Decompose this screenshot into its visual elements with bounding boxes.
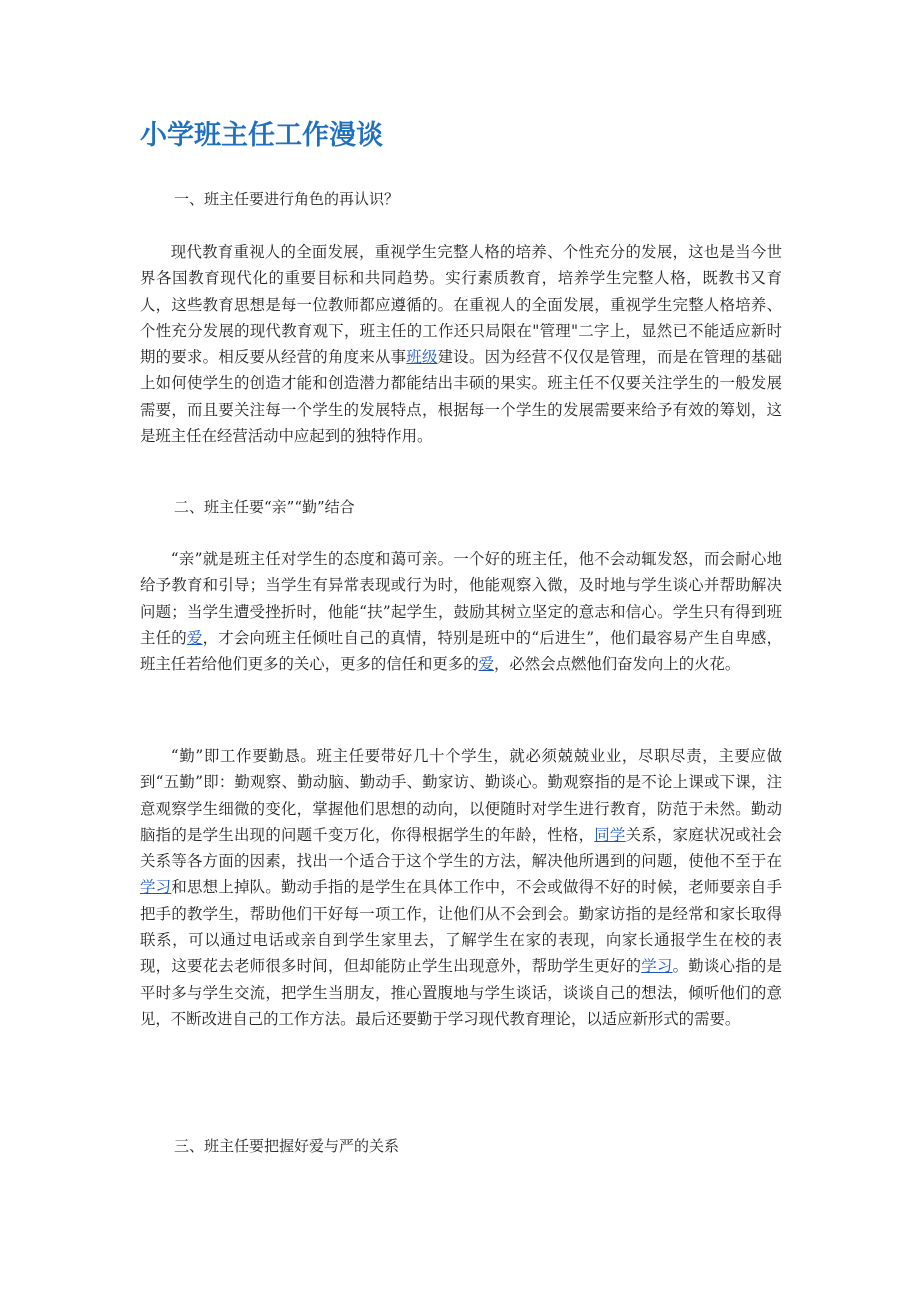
inline-link[interactable]: 班级 [406, 348, 438, 367]
inline-link[interactable]: 学习 [140, 878, 172, 897]
section-heading-2: 二、班主任要“亲”“勤”结合 [174, 498, 355, 516]
paragraph-text: 。勤谈心指的是平时多与学生交流，把学生当朋友，推心置腹地与学生谈话，谈谈自己的想法，倾听他们的意见，不断改进自己的工作方法。最后还要勤于学习现代教育理论，以适应新形式的需要。 [140, 957, 782, 1028]
paragraph-text: ，必然会点燃他们奋发向上的火花。 [494, 655, 741, 674]
section-1-paragraph-1 [140, 239, 782, 449]
section-2-paragraph-2 [140, 743, 782, 1032]
inline-link[interactable]: 同学 [594, 825, 626, 844]
paragraph-text: “勤”即工作要勤恳。班主任要带好几十个学生，就必须兢兢业业，尽职尽责，主要应做到“五勤”即：勤观察、勤动脑、勤动手、勤家访、勤谈心。勤观察指的是不论上课或下课，注意观察学生细微的变化，掌握他们思想的动向，以便随时对学生进行教育，防范于未然。勤动脑指的是学生出现的问题千变万化，你得根据学生的年龄，性格， [140, 747, 782, 844]
paragraph-text: 建设。因为经营不仅仅是管理，而是在管理的基础上如何使学生的创造才能和创造潜力都能结出丰硕的果实。班主任不仅要关注学生的一般发展需要，而且要关注每一个学生的发展特点，根据每一个学生的发展需要来给予有效的筹划，这是班主任在经营活动中应起到的独特作用。 [140, 348, 782, 446]
document-title: 小学班主任工作漫谈 [140, 120, 383, 151]
section-2-paragraph-1 [140, 546, 782, 677]
section-heading-1: 一、班主任要进行角色的再认识？ [174, 190, 400, 208]
inline-link[interactable]: 爱 [478, 655, 495, 674]
paragraph-text: 和思想上掉队。勤动手指的是学生在具体工作中，不会或做得不好的时候，老师要亲自手把手的教学生，帮助他们干好每一项工作，让他们从不会到会。勤家访指的是经常和家长取得联系，可以通过电话或亲自到学生家里去，了解学生在家的表现，向家长通报学生在校的表现，这要花去老师很多时间，但却能防止学生出现意外，帮助学生更好的 [140, 878, 782, 976]
inline-link[interactable]: 学习 [641, 957, 673, 976]
paragraph-text: ，才会向班主任倾吐自己的真情，特别是班中的“后进生”，他们最容易产生自卑感，班主任若给他们更多的关心，更多的信任和更多的 [140, 628, 782, 674]
inline-link[interactable]: 爱 [186, 628, 203, 647]
paragraph-text: 现代教育重视人的全面发展，重视学生完整人格的培养、个性充分的发展，这也是当今世界各国教育现代化的重要目标和共同趋势。实行素质教育，培养学生完整人格，既教书又育人，这些教育思想是每一位教师都应遵循的。在重视人的全面发展，重视学生完整人格培养、个性充分发展的现代教育观下，班主任的工作还只局限在"管理"二字上，显然已不能适应新时期的要求。相反要从经营的角度来从事 [140, 243, 782, 367]
paragraph-text: 关系，家庭状况或社会关系等各方面的因素，找出一个适合于这个学生的方法，解决他所遇到的问题，使他不至于在 [140, 825, 782, 871]
paragraph-text: “亲”就是班主任对学生的态度和蔼可亲。一个好的班主任，他不会动辄发怒，而会耐心地给予教育和引导；当学生有异常表现或行为时，他能观察入微，及时地与学生谈心并帮助解决问题；当学生遭受挫折时，他能“扶”起学生，鼓励其树立坚定的意志和信心。学生只有得到班主任的 [140, 550, 782, 647]
section-heading-3: 三、班主任要把握好爱与严的关系 [174, 1137, 400, 1155]
